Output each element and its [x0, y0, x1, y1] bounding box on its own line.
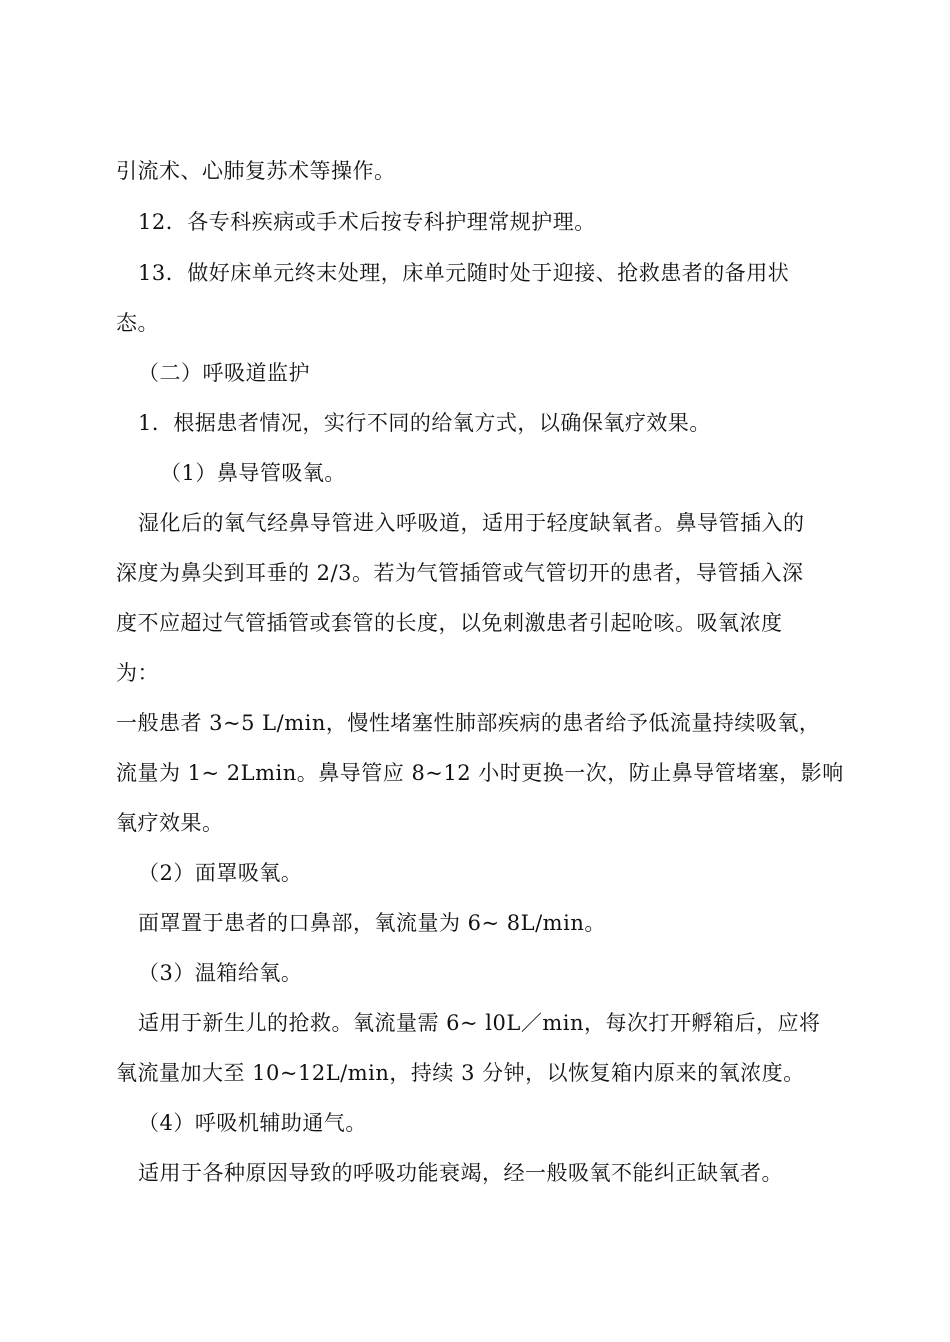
text-line: 湿化后的氧气经鼻导管进入呼吸道，适用于轻度缺氧者。鼻导管插入的 [138, 511, 805, 535]
section-heading: （二）呼吸道监护 [138, 361, 310, 385]
text-line: 态。 [116, 311, 159, 335]
text-line: 流量为 1~ 2Lmin。鼻导管应 8~12 小时更换一次，防止鼻导管堵塞，影响 [116, 761, 844, 785]
subsection-heading: （1）鼻导管吸氧。 [160, 461, 346, 485]
subsection-heading: （2）面罩吸氧。 [138, 861, 303, 885]
subsection-heading: （3）温箱给氧。 [138, 961, 303, 985]
text-line: 深度为鼻尖到耳垂的 2/3。若为气管插管或气管切开的患者，导管插入深 [116, 561, 804, 585]
text-line: 氧流量加大至 10~12L/min，持续 3 分钟，以恢复箱内原来的氧浓度。 [116, 1061, 805, 1085]
text-line: 度不应超过气管插管或套管的长度，以免刺激患者引起呛咳。吸氧浓度 [116, 611, 783, 635]
text-line: 面罩置于患者的口鼻部，氧流量为 6~ 8L/min。 [138, 911, 606, 935]
text-line: 引流术、心肺复苏术等操作。 [116, 159, 396, 183]
subsection-heading: （4）呼吸机辅助通气。 [138, 1111, 367, 1135]
text-line: 13．做好床单元终末处理，床单元随时处于迎接、抢救患者的备用状 [138, 261, 790, 285]
text-line: 一般患者 3~5 L/min，慢性堵塞性肺部疾病的患者给予低流量持续吸氧， [116, 711, 821, 735]
text-line: 氧疗效果。 [116, 811, 224, 835]
text-line: 适用于各种原因导致的呼吸功能衰竭，经一般吸氧不能纠正缺氧者。 [138, 1161, 783, 1185]
text-line: 为： [116, 661, 159, 685]
text-line: 12．各专科疾病或手术后按专科护理常规护理。 [138, 210, 596, 234]
text-line: 适用于新生儿的抢救。氧流量需 6~ l0L／min，每次打开孵箱后，应将 [138, 1011, 821, 1035]
text-line: 1．根据患者情况，实行不同的给氧方式，以确保氧疗效果。 [138, 411, 711, 435]
